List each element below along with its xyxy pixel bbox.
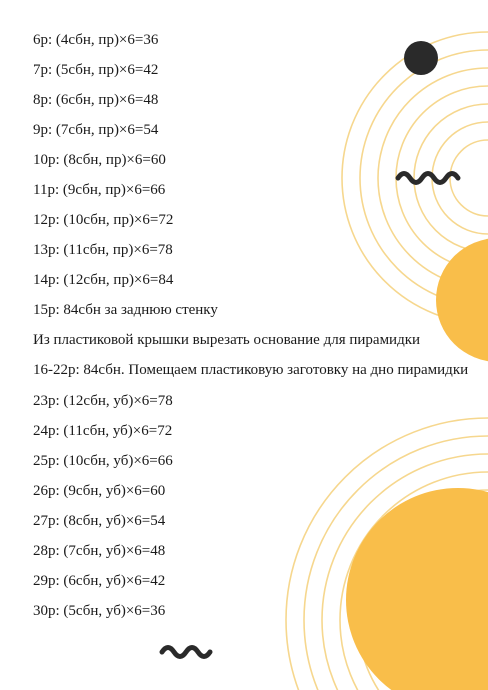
instruction-line: 16-22р: 84сбн. Помещаем пластиковую заготовку на дно пирамидки [33, 362, 469, 378]
row-line: 30р: (5сбн, уб)×6=36 [33, 603, 166, 619]
row-line: 11р: (9сбн, пр)×6=66 [33, 182, 166, 198]
row-line: 24р: (11сбн, уб)×6=72 [33, 423, 173, 439]
instruction-line: Из пластиковой крышки вырезать основание для пирамидки [33, 332, 421, 348]
row-line: 12р: (10сбн, пр)×6=72 [33, 212, 174, 228]
row-line: 29р: (6сбн, уб)×6=42 [33, 573, 166, 589]
row-line: 28р: (7сбн, уб)×6=48 [33, 543, 166, 559]
row-line: 7р: (5сбн, пр)×6=42 [33, 62, 159, 78]
row-line: 14р: (12сбн, пр)×6=84 [33, 272, 174, 288]
row-line: 10р: (8сбн, пр)×6=60 [33, 152, 166, 168]
row-line: 6р: (4сбн, пр)×6=36 [33, 32, 159, 48]
row-line: 9р: (7сбн, пр)×6=54 [33, 122, 159, 138]
row-line: 26р: (9сбн, уб)×6=60 [33, 483, 166, 499]
row-line: 13р: (11сбн, пр)×6=78 [33, 242, 173, 258]
row-line: 25р: (10сбн, уб)×6=66 [33, 453, 173, 469]
row-line: 15р: 84сбн за заднюю стенку [33, 302, 218, 318]
row-line: 23р: (12сбн, уб)×6=78 [33, 393, 173, 409]
pattern-rows [33, 31, 473, 632]
row-line: 27р: (8сбн, уб)×6=54 [33, 513, 166, 529]
zigzag-lower [162, 648, 210, 657]
row-line: 8р: (6сбн, пр)×6=48 [33, 92, 159, 108]
